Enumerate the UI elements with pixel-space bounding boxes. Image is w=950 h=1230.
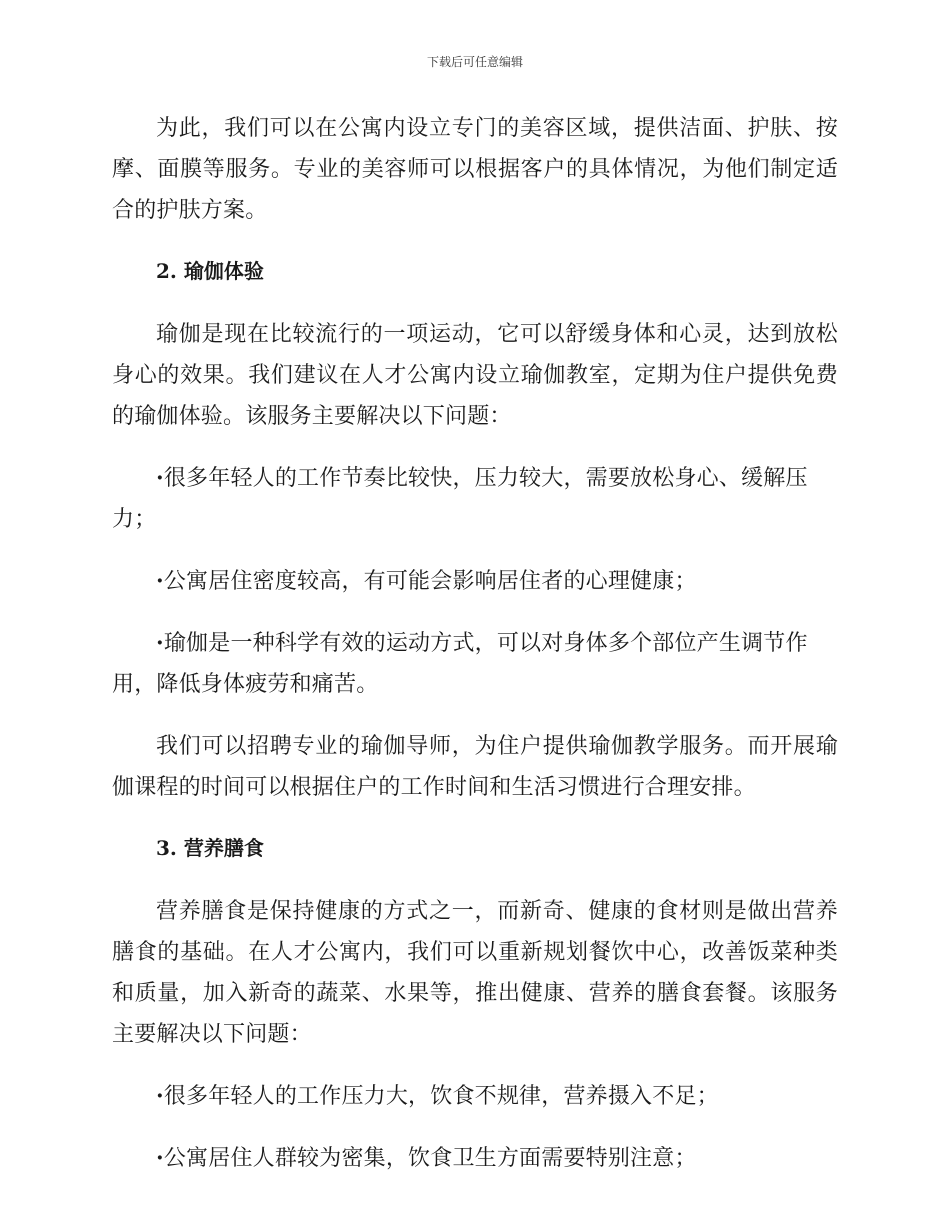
page-header-note: 下载后可任意编辑 [426,55,523,69]
section-heading-yoga: 2. 瑜伽体验 [156,259,264,283]
bullet-item [112,458,838,540]
bullet-marker: · [156,630,164,656]
bullet-marker: · [156,465,164,491]
paragraph-yoga-intro: 瑜伽是现在比较流行的一项运动，它可以舒缓身体和心灵，达到放松身心的效果。我们建议在人才公寓内设立瑜伽教室，定期为住户提供免费的瑜伽体验。该服务主要解决以下问题： [112,322,838,429]
document-body [112,108,838,1200]
bullet-text: 公寓居住人群较为密集，饮食卫生方面需要特别注意； [163,1146,697,1171]
paragraph-nutrition-intro: 营养膳食是保持健康的方式之一，而新奇、健康的食材则是做出营养膳食的基础。在人才公寓内，我们可以重新规划餐饮中心，改善饭菜种类和质量，加入新奇的蔬菜、水果等，推出健康、营养的膳食套餐。该服务主要解决以下问题： [112,899,838,1047]
bullet-item [112,1138,838,1179]
bullet-item [112,1076,838,1117]
paragraph-beauty-service: 为此，我们可以在公寓内设立专门的美容区域，提供洁面、护肤、按摩、面膜等服务。专业的美容师可以根据客户的具体情况，为他们制定适合的护肤方案。 [112,116,838,223]
bullet-item [112,561,838,602]
bullet-marker: · [156,1145,164,1171]
bullet-text: 很多年轻人的工作节奏比较快，压力较大，需要放松身心、缓解压力； [112,466,808,532]
section-heading-nutrition: 3. 营养膳食 [156,836,264,860]
bullet-item [112,623,838,705]
bullet-text: 很多年轻人的工作压力大，饮食不规律，营养摄入不足； [163,1084,719,1109]
bullet-text: 瑜伽是一种科学有效的运动方式，可以对身体多个部位产生调节作用，降低身体疲劳和痛苦。 [112,631,808,697]
paragraph-yoga-instructor: 我们可以招聘专业的瑜伽导师，为住户提供瑜伽教学服务。而开展瑜伽课程的时间可以根据住户的工作时间和生活习惯进行合理安排。 [112,734,838,800]
bullet-text: 公寓居住密度较高，有可能会影响居住者的心理健康； [163,569,697,594]
bullet-marker: · [156,1083,164,1109]
bullet-marker: · [156,568,164,594]
